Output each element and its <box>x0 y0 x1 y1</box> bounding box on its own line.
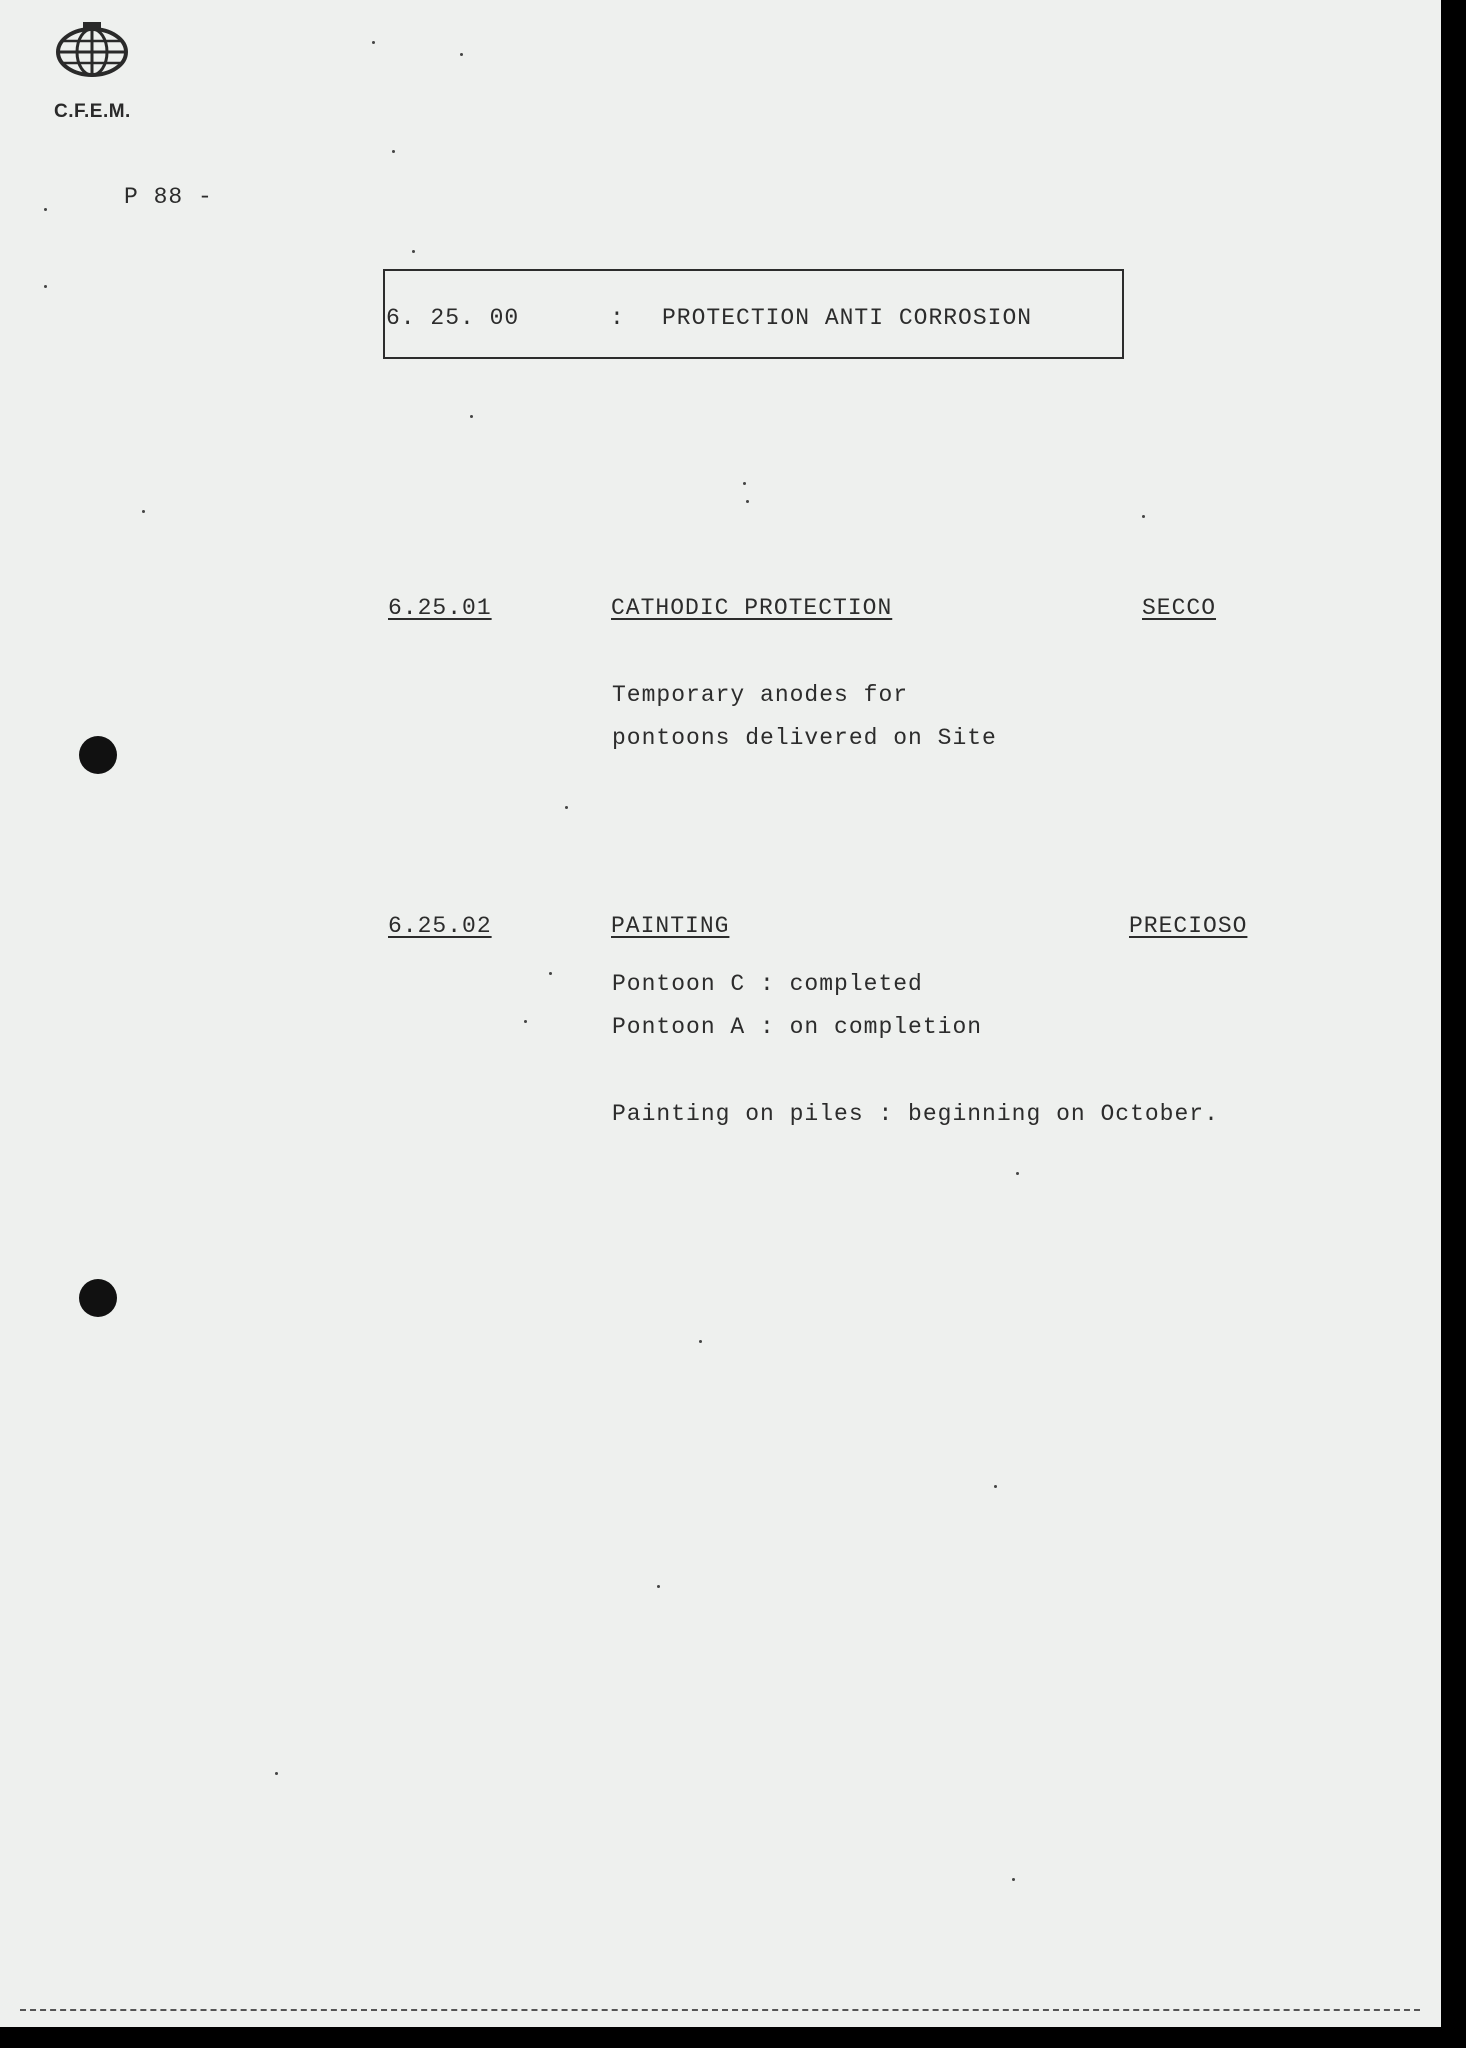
section-separator: : <box>610 305 625 331</box>
item-code: 6.25.02 <box>388 913 492 939</box>
scan-speck <box>549 972 552 975</box>
item-description-line: Pontoon A : on completion <box>612 1014 983 1040</box>
scan-speck <box>524 1020 527 1023</box>
scan-speck <box>412 250 415 253</box>
scan-speck <box>657 1585 660 1588</box>
section-title: PROTECTION ANTI CORROSION <box>662 305 1033 331</box>
scan-speck <box>746 500 749 503</box>
item-contractor: SECCO <box>1142 595 1217 621</box>
item-contractor: PRECIOSO <box>1129 913 1248 939</box>
scan-speck <box>142 510 145 513</box>
scan-speck <box>460 53 463 56</box>
item-description-line: Pontoon C : completed <box>612 971 923 997</box>
org-name: C.F.E.M. <box>54 101 131 122</box>
scan-speck <box>392 150 395 153</box>
scan-speck <box>1012 1878 1015 1881</box>
bottom-edge-line <box>20 2009 1420 2011</box>
item-title: PAINTING <box>611 913 730 939</box>
scan-speck <box>743 482 746 485</box>
scan-speck <box>994 1485 997 1488</box>
scan-speck <box>470 415 473 418</box>
scan-speck <box>1142 515 1145 518</box>
scan-speck <box>699 1340 702 1343</box>
item-code: 6.25.01 <box>388 595 492 621</box>
globe-logo-icon <box>52 22 132 78</box>
punch-hole <box>79 1279 117 1317</box>
page-reference: P 88 - <box>124 184 213 210</box>
scan-speck <box>565 806 568 809</box>
item-description-line: pontoons delivered on Site <box>612 725 997 751</box>
item-description-line: Temporary anodes for <box>612 682 909 708</box>
scan-speck <box>44 208 47 211</box>
item-note: Painting on piles : beginning on October. <box>612 1101 1219 1127</box>
item-title: CATHODIC PROTECTION <box>611 595 893 621</box>
scan-speck <box>44 285 47 288</box>
scan-speck <box>372 41 375 44</box>
punch-hole <box>79 736 117 774</box>
section-number: 6. 25. 00 <box>386 305 520 331</box>
scan-speck <box>1016 1172 1019 1175</box>
scan-speck <box>275 1772 278 1775</box>
